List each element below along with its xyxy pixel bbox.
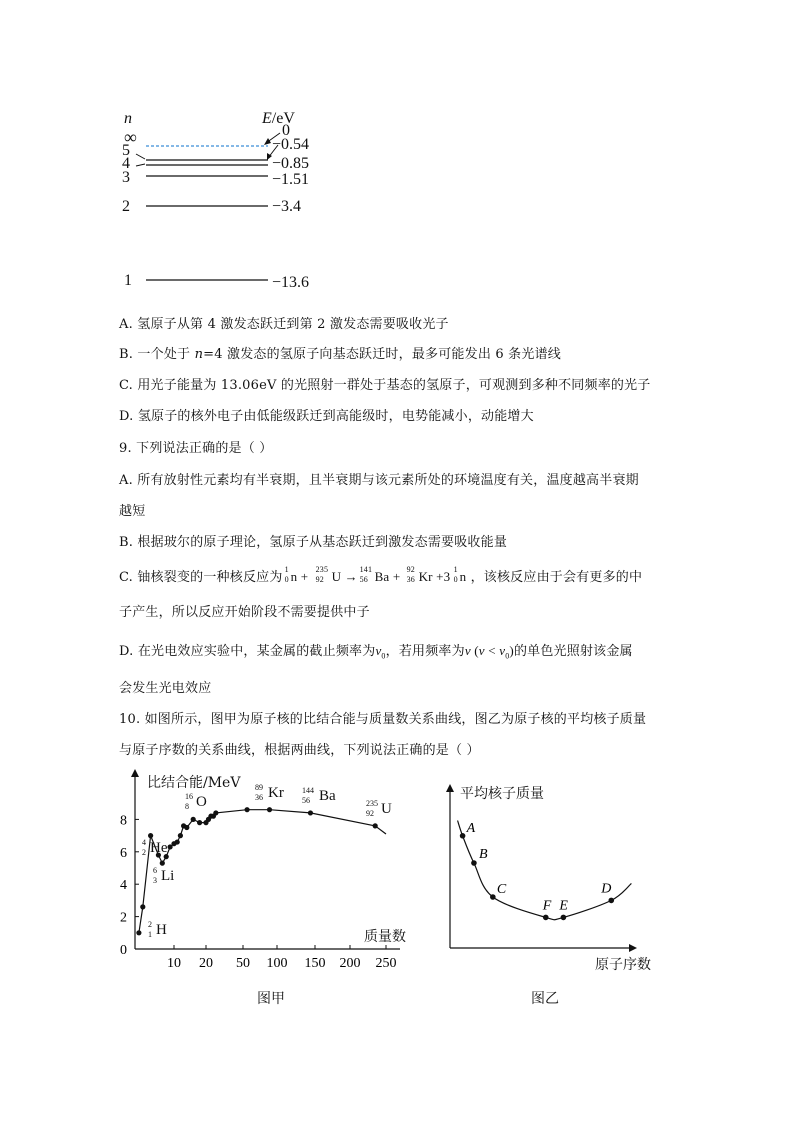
jia-x-tick-label: 150	[304, 956, 326, 971]
q8-option-b-suffix: =4 激发态的氢原子向基态跃迁时，最多可能发出 6 条光谱线	[203, 347, 561, 362]
jia-data-point	[148, 833, 153, 838]
q10-stem-line2: 与原子序数的关系曲线，根据两曲线，下列说法正确的是（ ）	[119, 743, 480, 758]
yi-point-B	[471, 860, 477, 866]
q8-option-a: A. 氢原子从第 4 激发态跃迁到第 2 激发态需要吸收光子	[119, 317, 449, 332]
q9-option-c-suffix: ，该核反应由于会有更多的中	[470, 570, 643, 585]
nuclide-U: 235 92 U	[366, 799, 392, 818]
jia-x-tick-label: 200	[339, 956, 361, 971]
yi-point-E	[561, 915, 567, 921]
nu-condition-paren: $(\nu < \nu_0)$	[470, 643, 514, 661]
jia-data-point	[267, 807, 272, 812]
yi-point-F	[543, 915, 549, 921]
nuclide-Li: 6 3 Li	[153, 866, 175, 885]
yi-point-D	[608, 898, 614, 904]
q9-stem: 9. 下列说法正确的是（ ）	[119, 441, 273, 456]
q9-option-b: B. 根据玻尔的原子理论，氢原子从基态跃迁到激发态需要吸收能量	[119, 535, 508, 550]
q8-option-c: C. 用光子能量为 13.06eV 的光照射一群处于基态的氢原子，可观测到多种不同频率的光子	[119, 378, 651, 393]
yi-y-arrow	[446, 784, 454, 792]
q9-option-c-prefix: C. 铀核裂变的一种核反应为	[119, 570, 283, 585]
jia-data-point	[136, 930, 141, 935]
jia-x-tick-label: 100	[266, 956, 288, 971]
yi-point-C	[490, 894, 496, 900]
level-energy-inf: 0	[282, 122, 290, 139]
q9-option-c-line2: 子产生，所以反应开始阶段不需要提供中子	[119, 605, 370, 620]
yi-point-label-B: B	[478, 847, 488, 862]
nu-condition: ν	[464, 643, 471, 658]
jia-x-tick-label: 50	[236, 956, 250, 971]
q8-option-b	[119, 343, 561, 362]
q9-option-d-line1	[119, 640, 633, 661]
level-energy-4: −0.85	[272, 155, 310, 172]
yi-point-label-D: D	[601, 881, 612, 897]
jia-data-point	[140, 904, 145, 909]
jia-y-tick-label: 0	[120, 943, 127, 958]
jia-ylabel: 比结合能/MeV	[147, 775, 241, 791]
jia-data-point	[160, 861, 165, 866]
level-energy-1: −13.6	[272, 274, 310, 291]
nuclide-O: 16 8 O	[185, 792, 207, 811]
q8-option-b-var: n	[194, 347, 204, 362]
q8-option-d: D. 氢原子的核外电子由低能级跃迁到高能级时，电势能减小，动能增大	[119, 409, 534, 424]
level-label-inf: ∞	[124, 127, 137, 147]
q8-option-b-prefix: B. 一个处于	[119, 347, 195, 362]
jia-x-tick-label: 20	[199, 956, 213, 971]
nuclide-Ba: 144 56 Ba	[302, 786, 336, 805]
yi-point-label-F: F	[542, 898, 552, 914]
yi-title: 图乙	[531, 991, 559, 1007]
arrow-to-zero-head	[264, 138, 271, 145]
level-energy-5: −0.54	[272, 136, 310, 153]
level-label-1: 1	[124, 272, 132, 289]
n-axis-label: n	[124, 110, 132, 127]
yi-point-A	[460, 833, 466, 839]
q9-option-d-suffix: 的单色光照射该金属	[513, 644, 633, 659]
q9-option-d-line2: 会发生光电效应	[119, 681, 212, 696]
jia-data-point	[178, 833, 183, 838]
jia-y-tick-label: 4	[120, 878, 127, 894]
yi-ylabel: 平均核子质量	[460, 786, 544, 802]
q9-option-d-prefix: D. 在光电效应实验中，某金属的截止频率为	[119, 644, 376, 659]
jia-data-point	[184, 825, 189, 830]
level-label-4: 4	[122, 155, 130, 172]
q10-stem-line1: 10. 如图所示，图甲为原子核的比结合能与质量数关系曲线，图乙为原子核的平均核子质量	[119, 712, 647, 727]
jia-y-tick-label: 6	[120, 845, 127, 861]
jia-data-point	[373, 823, 378, 828]
nuclide-H: 2 1 H	[148, 920, 167, 939]
jia-xlabel: 质量数	[364, 929, 406, 945]
jia-ticks	[120, 813, 397, 971]
yi-point-label-A: A	[466, 820, 476, 836]
arrow-n5-left	[136, 154, 145, 159]
jia-data-point	[191, 817, 196, 822]
yi-point-label-C: C	[496, 882, 507, 897]
yi-xlabel: 原子序数	[595, 957, 651, 973]
jia-data-point	[197, 820, 202, 825]
jia-x-tick-label: 10	[167, 956, 181, 971]
yi-x-arrow	[629, 944, 637, 952]
nuclide-Kr: 89 36 Kr	[255, 783, 284, 802]
jia-title: 图甲	[257, 991, 285, 1007]
level-energy-2: −3.4	[272, 198, 302, 215]
jia-y-tick-label: 8	[120, 813, 127, 829]
q9-option-d-mid: ，若用频率为	[385, 644, 465, 659]
jia-data-point	[308, 810, 313, 815]
yi-point-label-E: E	[559, 898, 568, 914]
fission-equation: 1 0 n + 235 92 U → 141 56 Ba + 92 36 Kr +3 1 0 n	[284, 564, 467, 584]
jia-data-point	[244, 807, 249, 812]
nu-zero-symbol: $\nu_0$	[375, 643, 386, 661]
jia-y-tick-label: 2	[120, 910, 127, 926]
level-energy-3: −1.51	[272, 171, 310, 188]
yi-points	[460, 821, 614, 920]
level-label-5: 5	[122, 142, 130, 159]
level-label-2: 2	[122, 198, 130, 215]
jia-x-tick-label: 250	[375, 956, 397, 971]
arrow-n4-left	[136, 164, 145, 166]
jia-y-arrow	[131, 769, 139, 777]
q9-option-c-line1	[119, 566, 642, 586]
e-axis-label: E/eV	[262, 110, 295, 127]
jia-data-point	[175, 839, 180, 844]
chart-average-nucleon-mass	[440, 778, 640, 958]
q9-option-a-line1: A. 所有放射性元素均有半衰期，且半衰期与该元素所处的环境温度有关，温度越高半衰期	[119, 473, 639, 488]
level-label-3: 3	[122, 169, 130, 186]
q9-option-a-line2: 越短	[119, 504, 146, 519]
nuclide-He: 4 2 He	[142, 838, 168, 857]
